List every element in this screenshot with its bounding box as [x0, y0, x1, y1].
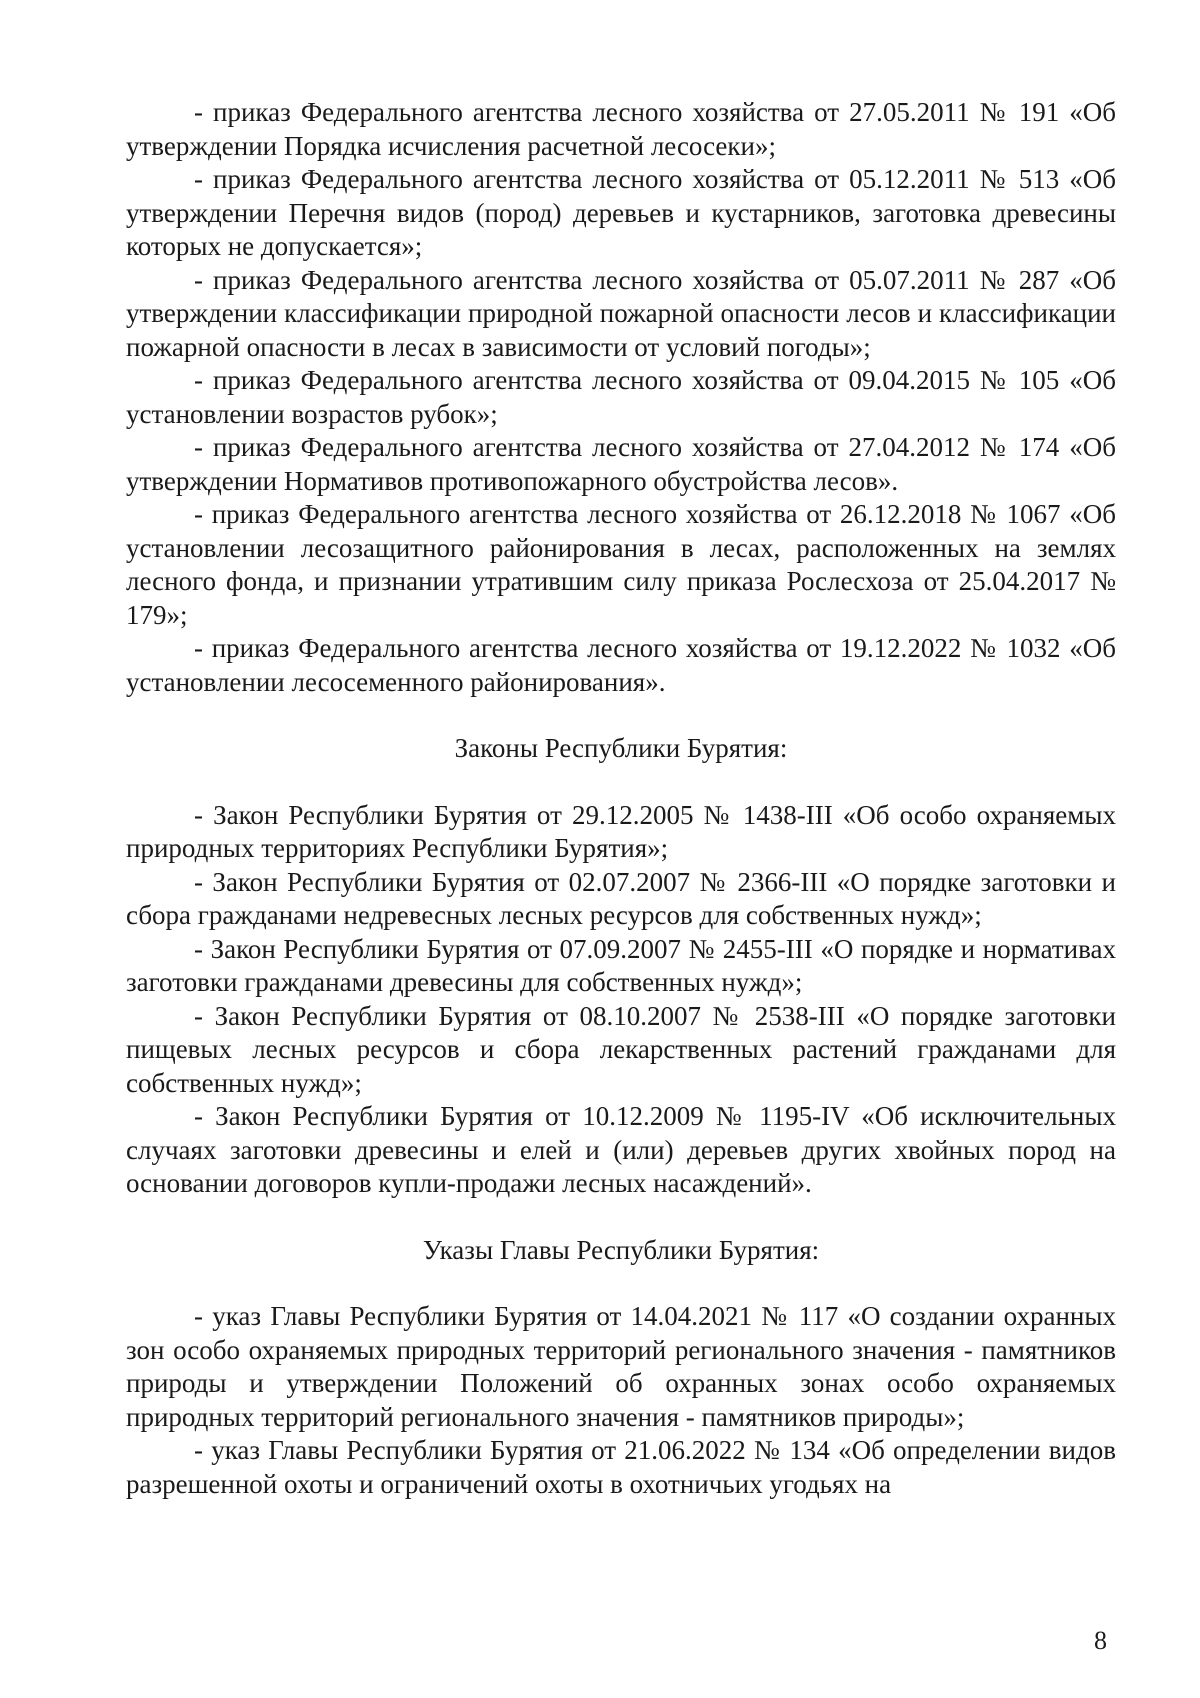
federal-order-item: - приказ Федерального агентства лесного хозяйства от 26.12.2018 № 1067 «Об установлении лесозащитного районирования в лесах, расположенных на землях лесного фонда, и признании утратившим силу приказа Рослесхоза от 25.04.2017 № 179»;: [126, 499, 1116, 630]
laws-heading: Законы Республики Бурятия:: [454, 733, 788, 763]
federal-order-item: - приказ Федерального агентства лесного хозяйства от 27.04.2012 № 174 «Об утверждении Нормативов противопожарного обустройства лесов».: [126, 432, 1116, 496]
federal-order-item: - приказ Федерального агентства лесного хозяйства от 19.12.2022 № 1032 «Об установлении лесосеменного районирования».: [126, 633, 1116, 697]
federal-order-item: - приказ Федерального агентства лесного хозяйства от 27.05.2011 № 191 «Об утверждении Порядка исчисления расчетной лесосеки»;: [126, 97, 1116, 161]
federal-order-item: - приказ Федерального агентства лесного хозяйства от 05.07.2011 № 287 «Об утверждении классификации природной пожарной опасности лесов и классификации пожарной опасности в лесах в зависимости от условий погоды»;: [126, 264, 1116, 362]
law-item: - Закон Республики Бурятия от 02.07.2007 № 2366-III «О порядке заготовки и сбора гражданами недревесных лесных ресурсов для собственных нужд»;: [126, 866, 1116, 930]
law-item: - Закон Республики Бурятия от 08.10.2007 № 2538-III «О порядке заготовки пищевых лесных ресурсов и сбора лекарственных растений гражданами для собственных нужд»;: [126, 1000, 1116, 1098]
page-number: 8: [1094, 1626, 1107, 1655]
page-content: [126, 96, 1116, 1501]
decree-item: - указ Главы Республики Бурятия от 21.06.2022 № 134 «Об определении видов разрешенной охоты и ограничений охоты в охотничьих угодьях на: [126, 1435, 1116, 1499]
law-item: - Закон Республики Бурятия от 07.09.2007 № 2455-III «О порядке и нормативах заготовки гражданами древесины для собственных нужд»;: [126, 933, 1116, 997]
federal-order-item: - приказ Федерального агентства лесного хозяйства от 05.12.2011 № 513 «Об утверждении Перечня видов (пород) деревьев и кустарников, заготовка древесины которых не допускается»;: [126, 164, 1116, 261]
decrees-heading: Указы Главы Республики Бурятия:: [422, 1234, 820, 1265]
federal-order-item: - приказ Федерального агентства лесного хозяйства от 09.04.2015 № 105 «Об установлении возрастов рубок»;: [126, 365, 1116, 429]
law-item: - Закон Республики Бурятия от 29.12.2005 № 1438-III «Об особо охраняемых природных территориях Республики Бурятия»;: [126, 799, 1116, 863]
decree-item: - указ Главы Республики Бурятия от 14.04.2021 № 117 «О создании охранных зон особо охраняемых природных территорий регионального значения - памятников природы и утверждении Положений об охранных зонах особо охраняемых природных территорий регионального значения - памятников природы»;: [126, 1301, 1116, 1432]
law-item: - Закон Республики Бурятия от 10.12.2009 № 1195-IV «Об исключительных случаях заготовки древесины и елей и (или) деревьев других хвойных пород на основании договоров купли-продажи лесных насаждений».: [126, 1101, 1116, 1198]
